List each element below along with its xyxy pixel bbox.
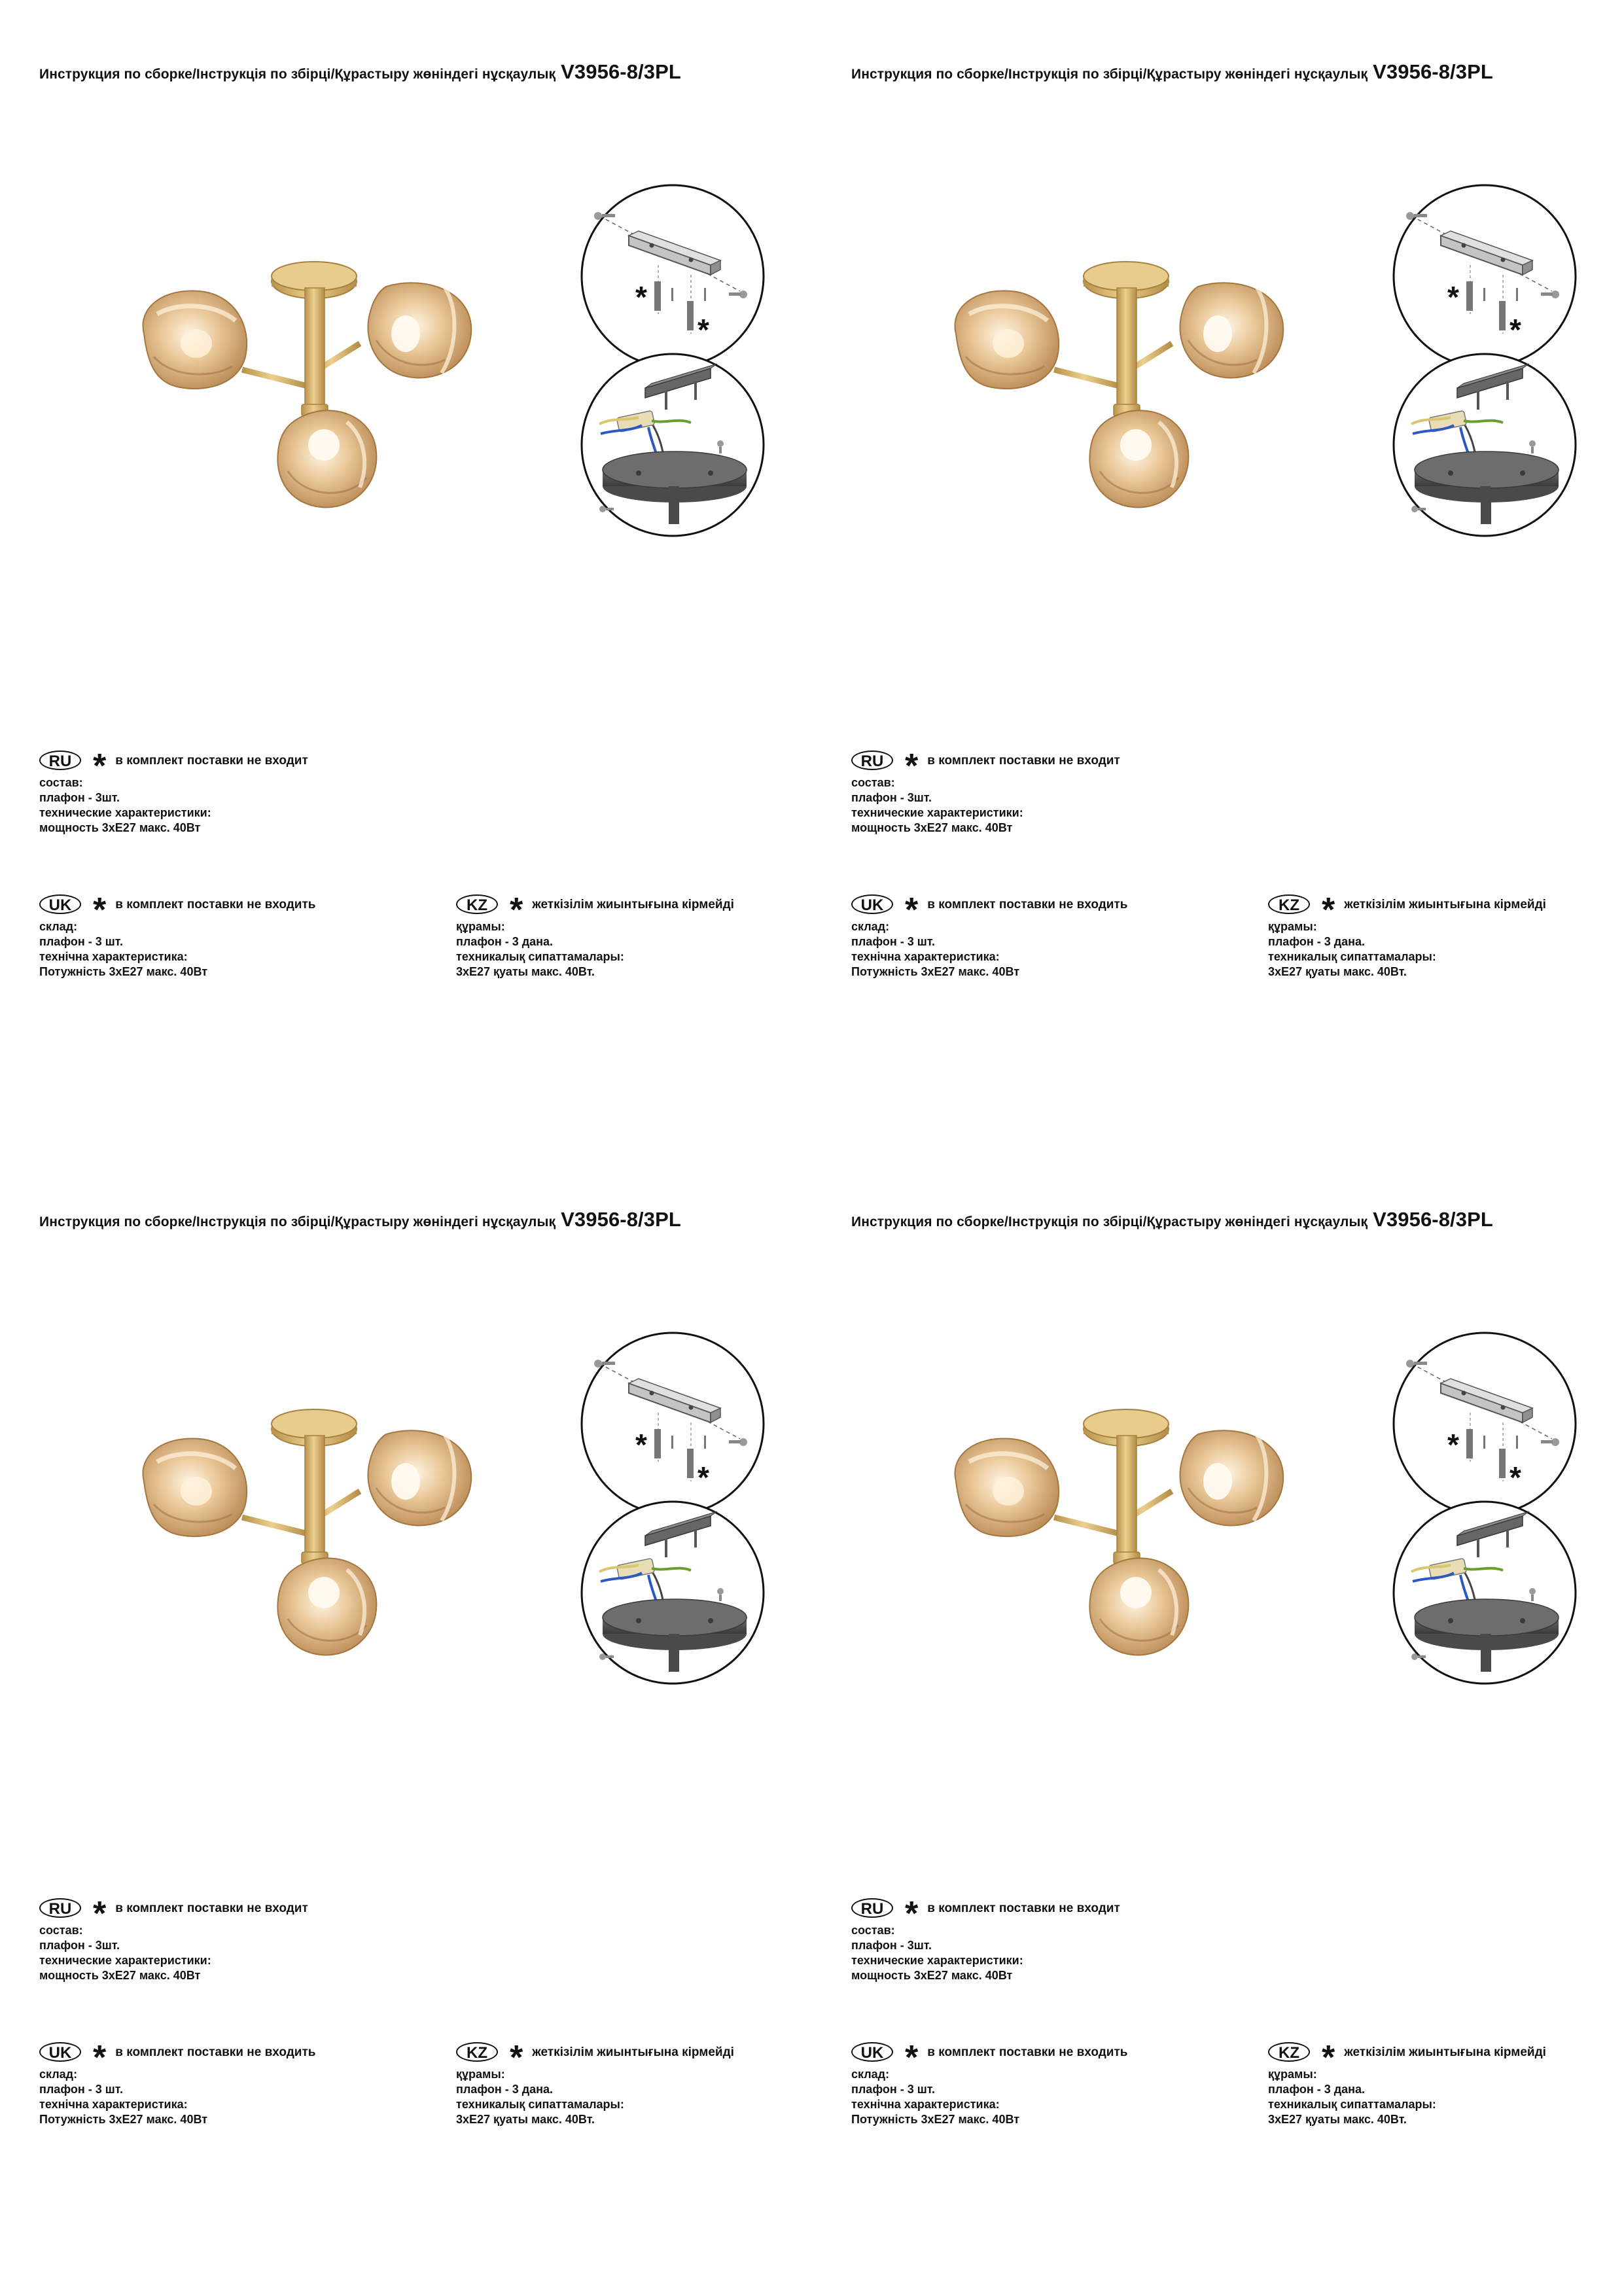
lamp-arm-left [242, 370, 308, 386]
not-included-note: жеткізілім жиынтығына кірмейді [1344, 897, 1546, 911]
not-included-note: жеткізілім жиынтығына кірмейді [532, 897, 734, 911]
spec-line: құрамы: [456, 920, 505, 933]
language-badge-kz: KZ [1268, 894, 1310, 914]
spec-line: құрамы: [456, 2068, 505, 2081]
model-number: V3956-8/3PL [561, 1208, 681, 1231]
wiring-canopy-diagram [1392, 1500, 1578, 1686]
mounting-bracket-diagram [1392, 183, 1578, 369]
spec-line: мощность 3хЕ27 макс. 40Вт [851, 821, 1013, 834]
spec-line: 3хЕ27 қуаты макс. 40Вт. [456, 965, 595, 978]
spec-line: склад: [39, 920, 78, 933]
language-badge-ru: RU [39, 751, 81, 770]
lamp-shade-bottom [1089, 410, 1188, 507]
lamp-arm-left [1054, 1517, 1120, 1534]
not-included-note: жеткізілім жиынтығына кірмейді [1344, 2045, 1546, 2059]
spec-line: мощность 3хЕ27 макс. 40Вт [39, 821, 201, 834]
spec-line: құрамы: [1268, 2068, 1317, 2081]
spec-line: мощность 3хЕ27 макс. 40Вт [851, 1969, 1013, 1982]
not-included-star: * [697, 313, 709, 347]
wiring-canopy-diagram [580, 1500, 766, 1686]
lamp-shade-bottom [277, 1558, 376, 1655]
spec-block-ru [39, 748, 308, 836]
spec-line: состав: [39, 1924, 83, 1937]
lamp-shade-right [368, 1430, 471, 1525]
spec-line: состав: [39, 776, 83, 789]
not-included-star: * [635, 280, 647, 314]
lamp-stem [305, 288, 325, 412]
not-included-note: в комплект поставки не входить [927, 2045, 1128, 2059]
ceiling-lamp-illustration [118, 236, 510, 537]
lamp-stem [305, 1436, 325, 1560]
spec-line: технические характеристики: [39, 806, 211, 819]
not-included-note: в комплект поставки не входить [115, 2045, 316, 2059]
spec-line: состав: [851, 776, 895, 789]
lamp-arm-left [242, 1517, 308, 1534]
spec-block-kz [1268, 2040, 1546, 2127]
spec-line: құрамы: [1268, 920, 1317, 933]
lamp-arm-left [1054, 370, 1120, 386]
spec-line: техникалық сипаттамалары: [456, 2098, 624, 2111]
lamp-shade-right [368, 283, 471, 378]
spec-block-ru [851, 748, 1120, 836]
spec-block-ru [39, 1896, 308, 1983]
lamp-shade-bottom [277, 410, 376, 507]
language-badge-ru: RU [39, 1898, 81, 1918]
title-text: Инструкция по сборке/Інструкція по збірці/Құрастыру жөніндегі нұсқаулық [39, 1214, 556, 1229]
not-included-star: * [905, 1895, 919, 1933]
spec-block-kz [1268, 892, 1546, 980]
model-number: V3956-8/3PL [561, 60, 681, 83]
language-badge-kz: KZ [456, 894, 498, 914]
wiring-canopy-diagram [580, 352, 766, 538]
spec-line: технічна характеристика: [851, 950, 1000, 963]
language-badge-ru: RU [851, 751, 893, 770]
not-included-star: * [93, 747, 107, 785]
spec-block-kz [456, 892, 734, 980]
spec-line: плафон - 3 дана. [1268, 935, 1366, 948]
spec-line: плафон - 3 шт. [851, 935, 935, 948]
mounting-bracket-diagram [580, 1331, 766, 1517]
model-number: V3956-8/3PL [1373, 1208, 1493, 1231]
language-badge-uk: UK [39, 894, 81, 914]
spec-line: плафон - 3 шт. [39, 935, 123, 948]
spec-line: плафон - 3шт. [39, 1939, 120, 1952]
spec-line: технічна характеристика: [39, 2098, 188, 2111]
instruction-sheet [0, 1148, 812, 2295]
not-included-star: * [697, 1460, 709, 1494]
lamp-shade-left [143, 1438, 247, 1536]
not-included-star: * [93, 891, 107, 929]
spec-line: технические характеристики: [39, 1954, 211, 1967]
not-included-star: * [905, 2039, 919, 2077]
spec-block-uk [851, 892, 1127, 980]
lamp-stem [1117, 288, 1137, 412]
title-text: Инструкция по сборке/Інструкція по збірці/Құрастыру жөніндегі нұсқаулық [851, 1214, 1368, 1229]
title-text: Инструкция по сборке/Інструкція по збірці/Құрастыру жөніндегі нұсқаулық [851, 67, 1368, 82]
lamp-shade-left [955, 1438, 1059, 1536]
spec-line: Потужність 3хЕ27 макс. 40Вт [851, 2113, 1020, 2126]
spec-line: Потужність 3хЕ27 макс. 40Вт [851, 965, 1020, 978]
spec-block-uk [851, 2040, 1127, 2127]
not-included-note: в комплект поставки не входит [115, 753, 308, 768]
spec-line: техникалық сипаттамалары: [1268, 950, 1436, 963]
spec-line: плафон - 3 дана. [456, 2083, 554, 2096]
language-badge-ru: RU [851, 1898, 893, 1918]
lamp-stem [1117, 1436, 1137, 1560]
instruction-sheet [812, 0, 1624, 1148]
language-badge-kz: KZ [1268, 2042, 1310, 2062]
lamp-shade-right [1180, 283, 1283, 378]
instruction-title [851, 1208, 1493, 1231]
spec-line: 3хЕ27 қуаты макс. 40Вт. [1268, 2113, 1407, 2126]
language-badge-uk: UK [39, 2042, 81, 2062]
spec-block-uk [39, 2040, 315, 2127]
instruction-sheet [0, 0, 812, 1148]
spec-line: склад: [851, 2068, 890, 2081]
spec-line: плафон - 3 дана. [456, 935, 554, 948]
spec-line: мощность 3хЕ27 макс. 40Вт [39, 1969, 201, 1982]
not-included-star: * [93, 2039, 107, 2077]
spec-line: техникалық сипаттамалары: [1268, 2098, 1436, 2111]
instruction-title [851, 60, 1493, 84]
spec-line: плафон - 3шт. [851, 1939, 932, 1952]
title-text: Инструкция по сборке/Інструкція по збірці/Құрастыру жөніндегі нұсқаулық [39, 67, 556, 82]
wiring-canopy-diagram [1392, 352, 1578, 538]
not-included-star: * [1509, 1460, 1521, 1494]
instruction-title [39, 1208, 681, 1231]
not-included-star: * [1447, 280, 1459, 314]
spec-block-ru [851, 1896, 1120, 1983]
ceiling-lamp-illustration [118, 1383, 510, 1684]
spec-block-kz [456, 2040, 734, 2127]
spec-line: плафон - 3 дана. [1268, 2083, 1366, 2096]
spec-line: склад: [851, 920, 890, 933]
spec-line: техникалық сипаттамалары: [456, 950, 624, 963]
spec-line: Потужність 3хЕ27 макс. 40Вт [39, 2113, 208, 2126]
instruction-sheet [812, 1148, 1624, 2295]
spec-line: технические характеристики: [851, 1954, 1023, 1967]
not-included-note: в комплект поставки не входить [927, 897, 1128, 911]
spec-line: плафон - 3 шт. [39, 2083, 123, 2096]
ceiling-lamp-illustration [930, 236, 1322, 537]
not-included-star: * [1447, 1428, 1459, 1462]
not-included-note: жеткізілім жиынтығына кірмейді [532, 2045, 734, 2059]
spec-line: плафон - 3шт. [39, 791, 120, 804]
not-included-star: * [905, 891, 919, 929]
spec-line: технічна характеристика: [851, 2098, 1000, 2111]
not-included-star: * [1322, 2039, 1335, 2077]
spec-line: состав: [851, 1924, 895, 1937]
lamp-shade-bottom [1089, 1558, 1188, 1655]
not-included-star: * [93, 1895, 107, 1933]
language-badge-kz: KZ [456, 2042, 498, 2062]
not-included-note: в комплект поставки не входить [115, 897, 316, 911]
spec-line: технические характеристики: [851, 806, 1023, 819]
not-included-star: * [635, 1428, 647, 1462]
instruction-title [39, 60, 681, 84]
not-included-star: * [1509, 313, 1521, 347]
not-included-note: в комплект поставки не входит [927, 1901, 1120, 1915]
mounting-bracket-diagram [1392, 1331, 1578, 1517]
not-included-note: в комплект поставки не входит [115, 1901, 308, 1915]
not-included-star: * [510, 2039, 523, 2077]
not-included-star: * [905, 747, 919, 785]
model-number: V3956-8/3PL [1373, 60, 1493, 83]
lamp-shade-right [1180, 1430, 1283, 1525]
spec-line: склад: [39, 2068, 78, 2081]
spec-line: 3хЕ27 қуаты макс. 40Вт. [456, 2113, 595, 2126]
language-badge-uk: UK [851, 894, 893, 914]
spec-line: 3хЕ27 қуаты макс. 40Вт. [1268, 965, 1407, 978]
not-included-note: в комплект поставки не входит [927, 753, 1120, 768]
language-badge-uk: UK [851, 2042, 893, 2062]
lamp-shade-left [143, 291, 247, 389]
not-included-star: * [1322, 891, 1335, 929]
spec-line: Потужність 3хЕ27 макс. 40Вт [39, 965, 208, 978]
spec-line: плафон - 3шт. [851, 791, 932, 804]
ceiling-lamp-illustration [930, 1383, 1322, 1684]
not-included-star: * [510, 891, 523, 929]
spec-line: плафон - 3 шт. [851, 2083, 935, 2096]
spec-block-uk [39, 892, 315, 980]
mounting-bracket-diagram [580, 183, 766, 369]
lamp-shade-left [955, 291, 1059, 389]
spec-line: технічна характеристика: [39, 950, 188, 963]
